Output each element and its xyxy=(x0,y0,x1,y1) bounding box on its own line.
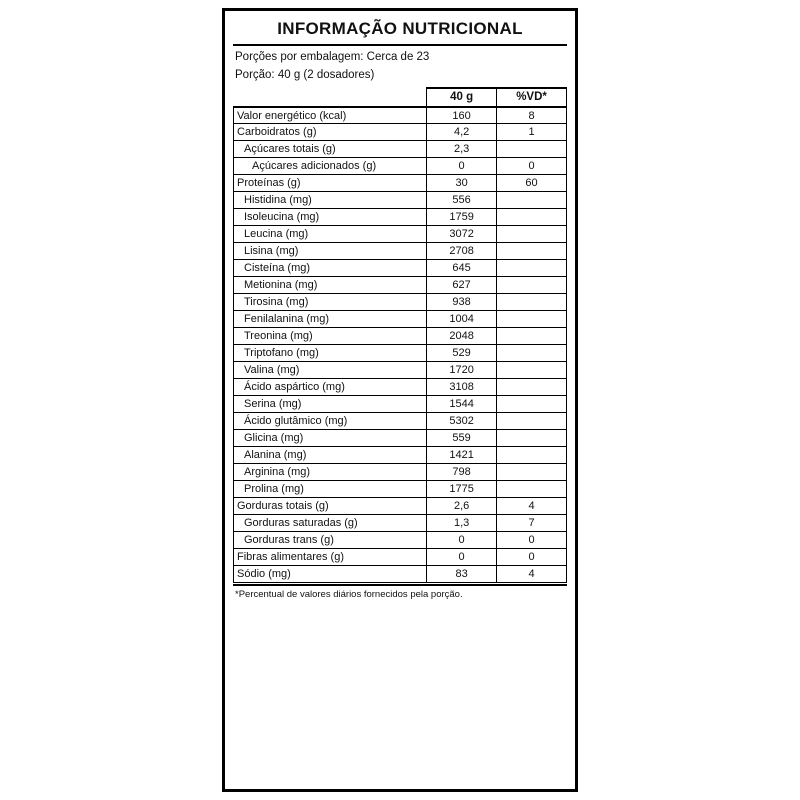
nutrient-amount: 2,3 xyxy=(427,141,497,158)
title-divider xyxy=(233,44,567,46)
nutrient-amount: 4,2 xyxy=(427,124,497,141)
column-header-amount: 40 g xyxy=(427,88,497,107)
nutrient-daily-value xyxy=(497,192,567,209)
table-row xyxy=(234,464,567,481)
nutrient-amount: 1775 xyxy=(427,481,497,498)
nutrient-amount: 627 xyxy=(427,277,497,294)
nutrient-name: Proteínas (g) xyxy=(234,175,427,192)
nutrient-amount: 2708 xyxy=(427,243,497,260)
column-header-daily-value: %VD* xyxy=(497,88,567,107)
nutrient-name: Valina (mg) xyxy=(234,362,427,379)
nutrient-amount: 160 xyxy=(427,107,497,124)
nutrition-table xyxy=(233,87,567,584)
table-header-row xyxy=(234,88,567,107)
nutrient-amount: 1720 xyxy=(427,362,497,379)
nutrient-name: Glicina (mg) xyxy=(234,430,427,447)
nutrient-daily-value xyxy=(497,243,567,260)
table-row xyxy=(234,430,567,447)
nutrient-daily-value xyxy=(497,413,567,430)
table-row xyxy=(234,413,567,430)
nutrient-name: Triptofano (mg) xyxy=(234,345,427,362)
table-row xyxy=(234,396,567,413)
nutrient-daily-value xyxy=(497,226,567,243)
nutrient-name: Fenilalanina (mg) xyxy=(234,311,427,328)
nutrient-daily-value: 60 xyxy=(497,175,567,192)
nutrient-name: Gorduras saturadas (g) xyxy=(234,515,427,532)
nutrient-name: Isoleucina (mg) xyxy=(234,209,427,226)
table-row xyxy=(234,209,567,226)
nutrient-daily-value xyxy=(497,260,567,277)
table-head xyxy=(234,88,567,107)
nutrient-name: Ácido glutâmico (mg) xyxy=(234,413,427,430)
nutrient-name: Tirosina (mg) xyxy=(234,294,427,311)
nutrient-daily-value: 7 xyxy=(497,515,567,532)
nutrient-amount: 0 xyxy=(427,158,497,175)
nutrient-name: Cisteína (mg) xyxy=(234,260,427,277)
nutrient-name: Histidina (mg) xyxy=(234,192,427,209)
nutrient-name: Fibras alimentares (g) xyxy=(234,549,427,566)
nutrient-amount: 3108 xyxy=(427,379,497,396)
nutrient-daily-value xyxy=(497,209,567,226)
nutrient-daily-value xyxy=(497,328,567,345)
nutrient-daily-value: 4 xyxy=(497,498,567,515)
page-title: INFORMAÇÃO NUTRICIONAL xyxy=(277,19,523,38)
nutrition-facts-label xyxy=(222,8,578,792)
nutrient-name: Treonina (mg) xyxy=(234,328,427,345)
table-row xyxy=(234,481,567,498)
nutrient-daily-value: 8 xyxy=(497,107,567,124)
portion-size-text: Porção: 40 g (2 dosadores) xyxy=(235,69,375,82)
nutrient-amount: 556 xyxy=(427,192,497,209)
nutrient-daily-value xyxy=(497,481,567,498)
table-row xyxy=(234,124,567,141)
nutrient-daily-value xyxy=(497,345,567,362)
table-row xyxy=(234,192,567,209)
nutrient-amount: 30 xyxy=(427,175,497,192)
nutrient-daily-value xyxy=(497,464,567,481)
nutrient-amount: 0 xyxy=(427,549,497,566)
nutrient-name: Sódio (mg) xyxy=(234,566,427,583)
nutrient-name: Leucina (mg) xyxy=(234,226,427,243)
table-row xyxy=(234,328,567,345)
table-row xyxy=(234,345,567,362)
nutrient-amount: 1004 xyxy=(427,311,497,328)
nutrient-amount: 798 xyxy=(427,464,497,481)
nutrient-amount: 2,6 xyxy=(427,498,497,515)
portions-per-package-text: Porções por embalagem: Cerca de 23 xyxy=(235,51,430,63)
table-row xyxy=(234,260,567,277)
table-body xyxy=(234,107,567,583)
column-header-nutrient xyxy=(234,88,427,107)
nutrient-daily-value: 0 xyxy=(497,158,567,175)
table-row xyxy=(234,549,567,566)
table-row xyxy=(234,107,567,124)
table-row xyxy=(234,362,567,379)
nutrient-amount: 938 xyxy=(427,294,497,311)
table-row xyxy=(234,311,567,328)
table-row xyxy=(234,379,567,396)
nutrient-name: Arginina (mg) xyxy=(234,464,427,481)
nutrient-daily-value xyxy=(497,430,567,447)
nutrient-daily-value xyxy=(497,447,567,464)
nutrient-name: Valor energético (kcal) xyxy=(234,107,427,124)
nutrient-daily-value: 0 xyxy=(497,549,567,566)
nutrient-daily-value xyxy=(497,311,567,328)
nutrient-amount: 1421 xyxy=(427,447,497,464)
table-row xyxy=(234,226,567,243)
nutrient-daily-value: 1 xyxy=(497,124,567,141)
table-row xyxy=(234,532,567,549)
table-row xyxy=(234,566,567,583)
table-row xyxy=(234,447,567,464)
nutrient-name: Prolina (mg) xyxy=(234,481,427,498)
nutrient-name: Serina (mg) xyxy=(234,396,427,413)
nutrient-daily-value: 0 xyxy=(497,532,567,549)
table-row xyxy=(234,277,567,294)
nutrient-amount: 0 xyxy=(427,532,497,549)
nutrient-daily-value xyxy=(497,141,567,158)
nutrient-daily-value: 4 xyxy=(497,566,567,583)
nutrient-name: Açúcares totais (g) xyxy=(234,141,427,158)
nutrient-daily-value xyxy=(497,277,567,294)
nutrient-amount: 529 xyxy=(427,345,497,362)
table-row xyxy=(234,498,567,515)
nutrient-name: Gorduras totais (g) xyxy=(234,498,427,515)
nutrient-daily-value xyxy=(497,362,567,379)
nutrient-name: Alanina (mg) xyxy=(234,447,427,464)
nutrient-amount: 559 xyxy=(427,430,497,447)
nutrient-daily-value xyxy=(497,379,567,396)
nutrient-amount: 3072 xyxy=(427,226,497,243)
nutrient-amount: 5302 xyxy=(427,413,497,430)
table-row xyxy=(234,175,567,192)
nutrient-amount: 1544 xyxy=(427,396,497,413)
table-row xyxy=(234,141,567,158)
nutrient-amount: 645 xyxy=(427,260,497,277)
table-row xyxy=(234,158,567,175)
nutrient-amount: 1,3 xyxy=(427,515,497,532)
table-row xyxy=(234,294,567,311)
footnote-text: *Percentual de valores diários fornecidos pela porção. xyxy=(233,584,567,600)
nutrient-name: Ácido aspártico (mg) xyxy=(234,379,427,396)
nutrient-name: Gorduras trans (g) xyxy=(234,532,427,549)
nutrient-name: Carboidratos (g) xyxy=(234,124,427,141)
nutrient-name: Açúcares adicionados (g) xyxy=(234,158,427,175)
nutrient-daily-value xyxy=(497,396,567,413)
table-row xyxy=(234,515,567,532)
table-row xyxy=(234,243,567,260)
nutrient-name: Lisina (mg) xyxy=(234,243,427,260)
nutrient-amount: 1759 xyxy=(427,209,497,226)
nutrient-daily-value xyxy=(497,294,567,311)
nutrient-name: Metionina (mg) xyxy=(234,277,427,294)
nutrient-amount: 83 xyxy=(427,566,497,583)
nutrient-amount: 2048 xyxy=(427,328,497,345)
